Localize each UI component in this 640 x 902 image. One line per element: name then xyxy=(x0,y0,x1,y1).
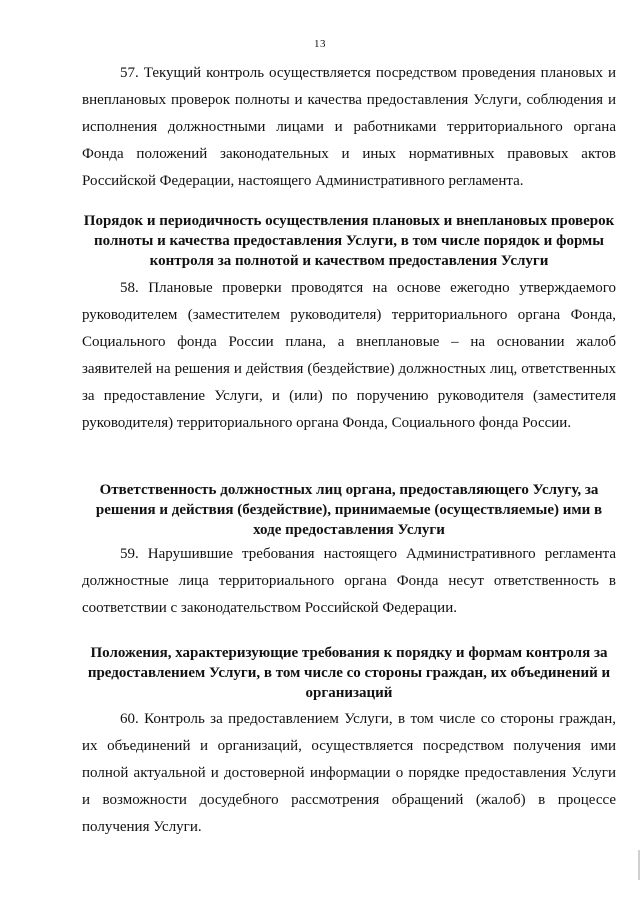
heading-control-checks: Порядок и периодичность осуществления плановых и внеплановых проверок полноты и качества предоставления Услуги, в том числе порядок и формы контроля за полнотой и качеством предоставления Услуги xyxy=(83,213,615,269)
heading-citizen-control: Положения, характеризующие требования к порядку и формам контроля за предоставлением Услуги, в том числе со стороны граждан, их объединений и организаций xyxy=(87,645,611,701)
heading-official-responsibility: Ответственность должностных лиц органа, предоставляющего Услугу, за решения и действия (бездействие), принимаемые (осуществляемые) ими в ходе предоставления Услуги xyxy=(95,482,603,538)
section-57 xyxy=(82,60,616,195)
paragraph-60: 60. Контроль за предоставлением Услуги, в том числе со стороны граждан, их объединений и организаций, осуществляется посредством получения ими полной актуальной и достоверной информации о порядке предоставления Услуги и возможности досудебного рассмотрения обращений (жалоб) в процессе получения Услуги. xyxy=(82,711,616,835)
page-number: 13 xyxy=(314,38,326,50)
paragraph-57: 57. Текущий контроль осуществляется посредством проведения плановых и внеплановых проверок полноты и качества предоставления Услуги, соблюдения и исполнения должностными лицами и работниками территориального органа Фонда положений законодательных и иных нормативных правовых актов Российской Федерации, настоящего Административного регламента. xyxy=(82,65,616,189)
section-heading-2 xyxy=(82,480,616,540)
paragraph-59: 59. Нарушившие требования настоящего Административного регламента должностные лица территориального органа Фонда несут ответственность в соответствии с законодательством Российской Федерации. xyxy=(82,546,616,616)
section-60 xyxy=(82,706,616,841)
paragraph-58: 58. Плановые проверки проводятся на основе ежегодно утверждаемого руководителем (заместителем руководителя) территориального органа Фонда, Социального фонда России плана, а внеплановые – на основании жалоб заявителей на решения и действия (бездействие) должностных лиц, ответственных за предоставление Услуги, и (или) по поручению руководителя (заместителя руководителя) территориального органа Фонда, Социального фонда России. xyxy=(82,280,616,431)
section-58 xyxy=(82,275,616,437)
section-heading-3 xyxy=(82,643,616,703)
section-heading-1 xyxy=(82,211,616,271)
section-59 xyxy=(82,541,616,622)
